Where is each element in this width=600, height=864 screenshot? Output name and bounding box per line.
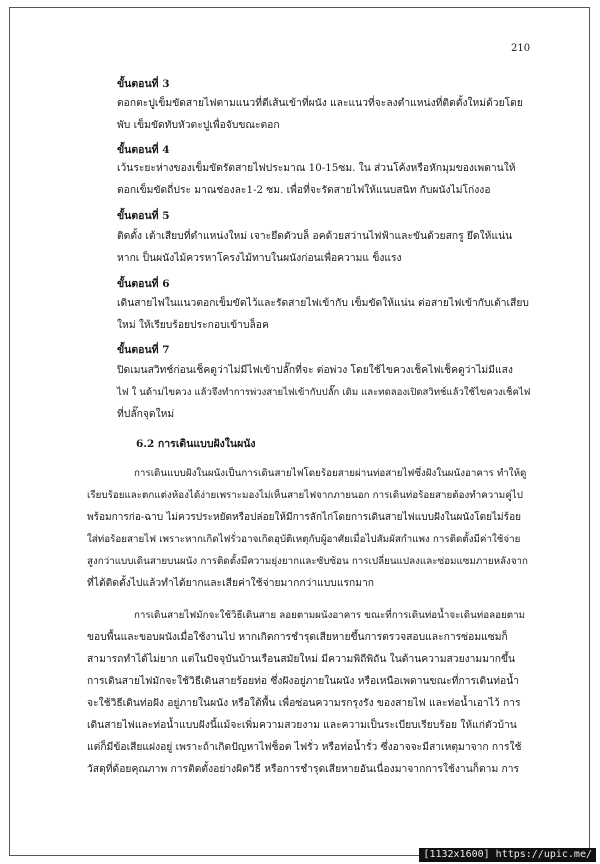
- watermark-label: [1132x1600] https://upic.me/: [419, 848, 596, 862]
- paragraph-1-line-2: เรียบร้อยและตกแต่งห้องได้ง่ายเพราะมองไม่เห็นสายไฟจากภายนอก การเดินท่อร้อยสายต้องทำความคู่ไป: [87, 490, 523, 501]
- section-heading: 6.2 การเดินแบบฝังในผนัง: [136, 438, 256, 450]
- step-5-line-2: หากเ ป็นผนังไม้ควรหาโครงไม้ทาบในผนังก่อนเพื่อความแ ข็งแรง: [117, 252, 402, 264]
- step-7-heading: ขั้นตอนที่ 7: [117, 344, 170, 356]
- paragraph-2-line-8: วัสดุที่ด้อยคุณภาพ การติดตั้งอย่างผิดวิธี หรือการชำรุดเสียหายอันเนื่องมาจากการใช้งานก็ตาม การ: [87, 763, 520, 775]
- step-6-heading: ขั้นตอนที่ 6: [117, 278, 170, 290]
- step-3-line-2: พับ เข็มขัดทับหัวตะปูเพื่อจับขณะตอก: [117, 119, 280, 131]
- paragraph-2-line-2: ขอบพื้นและขอบผนังเมื่อใช้งานไป หากเกิดการชำรุดเสียหายขึ้นการตรวจสอบและการซ่อมแซมก็: [87, 631, 508, 643]
- step-4-heading: ขั้นตอนที่ 4: [117, 144, 170, 156]
- step-6-line-2: ใหม่ ให้เรียบร้อยประกอบเข้าบล็อค: [117, 319, 269, 331]
- paragraph-1-line-4: ใส่ท่อร้อยสายไฟ เพราะหากเกิดไฟรั่วอาจเกิดอุบัติเหตุกับผู้อาศัยเมื่อไปสัมผัสกำแพง การติดตั้งมีค่าใช้จ่าย: [87, 534, 521, 545]
- step-7-line-2: ไฟ ใ นด้ามไขควง แล้วจึงทำการพ่วงสายไฟเข้ากับปลั๊ก เดิม และทดลองเปิดสวิทช์แล้วใช้ไขควงเช็คไฟ: [117, 387, 531, 398]
- paragraph-2-line-3: สามารถทำได้ไม่ยาก แต่ในปัจจุบันบ้านเรือนสมัยใหม่ มีความพิถีพิถัน ในด้านความสวยงามมากขึ้น: [87, 653, 516, 665]
- paragraph-2-line-1: การเดินสายไฟมักจะใช้วิธีเดินสาย ลอยตามผนังอาคาร ขณะที่การเดินท่อน้ำจะเดินท่อลอยตาม: [134, 610, 526, 621]
- paragraph-1-line-1: การเดินแบบฝังในผนังเป็นการเดินสายไฟโดยร้อยสายผ่านท่อสายไฟซึ่งฝังในผนังอาคาร ทำให้ดู: [134, 468, 527, 479]
- step-5-heading: ขั้นตอนที่ 5: [117, 210, 170, 222]
- step-3-line-1: ตอกตะปูเข็มขัดสายไฟตามแนวที่ตีเส้นเข้าที่ผนัง และแนวที่จะลงตำแหน่งที่ติดตั้งใหม่ด้วยโดย: [117, 97, 523, 109]
- step-4-line-2: ตอกเข็มขัดถี่ประ มาณช่องละ1-2 ซม. เพื่อที่จะรัดสายไฟให้แนบสนิท กับผนังไม่โก่งงอ: [117, 184, 491, 196]
- paragraph-2-line-7: แต่ก็มีข้อเสียแฝงอยู่ เพราะถ้าเกิดปัญหาไฟช็อต ไฟรั่ว หรือท่อน้ำรั่ว ซึ่งอาจจะมีสาเหตุมาจาก การใช้: [87, 741, 522, 753]
- step-7-line-3: ที่ปลั๊กจุดใหม่: [117, 408, 175, 420]
- paragraph-2-line-6: เดินสายไฟและท่อน้ำแบบฝังนี้แม้จะเพิ่มความสวยงาม และความเป็นระเบียบเรียบร้อย ให้แก่ตัวบ้าน: [87, 719, 517, 731]
- paragraph-2-line-5: จะใช้วิธีเดินท่อฝัง อยู่ภายในผนัง หรือใต้พื้น เพื่อซ่อนความรกรุงรัง ของสายไฟ และท่อน้ำเอาไว้ การ: [87, 697, 521, 709]
- paragraph-1-line-3: พร้อมการก่อ-ฉาบ ไม่ควรประหยัดหรือปล่อยให้มีการลักไก่โดยการเดินสายไฟแบบฝังในผนังโดยไม่ร้อย: [87, 512, 521, 523]
- step-5-line-1: ติดตั้ง เต้าเสียบที่ตำแหน่งใหม่ เจาะยึดตัวบล็ อคด้วยสว่านไฟฟ้าและขันด้วยสกรู ยึดให้แน่น: [117, 230, 513, 242]
- paragraph-1-line-6: ที่ได้ติดตั้งไปแล้วทำได้ยากและเสียค่าใช้จ่ายมากกว่าแบบแรกมาก: [87, 577, 375, 589]
- step-4-line-1: เว้นระยะห่างของเข็มขัดรัดสายไฟประมาณ 10-15ซม. ใน ส่วนโค้งหรือหักมุมของเพดานให้: [117, 162, 516, 174]
- step-3-heading: ขั้นตอนที่ 3: [117, 78, 170, 90]
- paragraph-2-line-4: การเดินสายไฟมักจะใช้วิธีเดินสายร้อยท่อ ซึ่งฝังอยู่ภายในผนัง หรือเหนือเพดานขณะที่การเดินท่อน้ำ: [87, 675, 520, 687]
- step-6-line-1: เดินสายไฟในแนวตอกเข็มขัดไว้และรัดสายไฟเข้ากับ เข็มขัดให้แน่น ต่อสายไฟเข้ากับเต้าเสียบ: [117, 297, 529, 309]
- step-7-line-1: ปิดเมนสวิทช์ก่อนเช็คดูว่าไม่มีไฟเข้าปลั๊กที่จะ ต่อพ่วง โดยใช้ไขควงเช็คไฟเช็คดูว่าไม่มีแสง: [117, 364, 513, 376]
- page-number: 210: [511, 43, 531, 54]
- paragraph-1-line-5: สูงกว่าแบบเดินสายบนผนัง การติดตั้งมีความยุ่งยากและซับซ้อน การเปลี่ยนแปลงและซ่อมแซมภายหลังจาก: [87, 556, 528, 567]
